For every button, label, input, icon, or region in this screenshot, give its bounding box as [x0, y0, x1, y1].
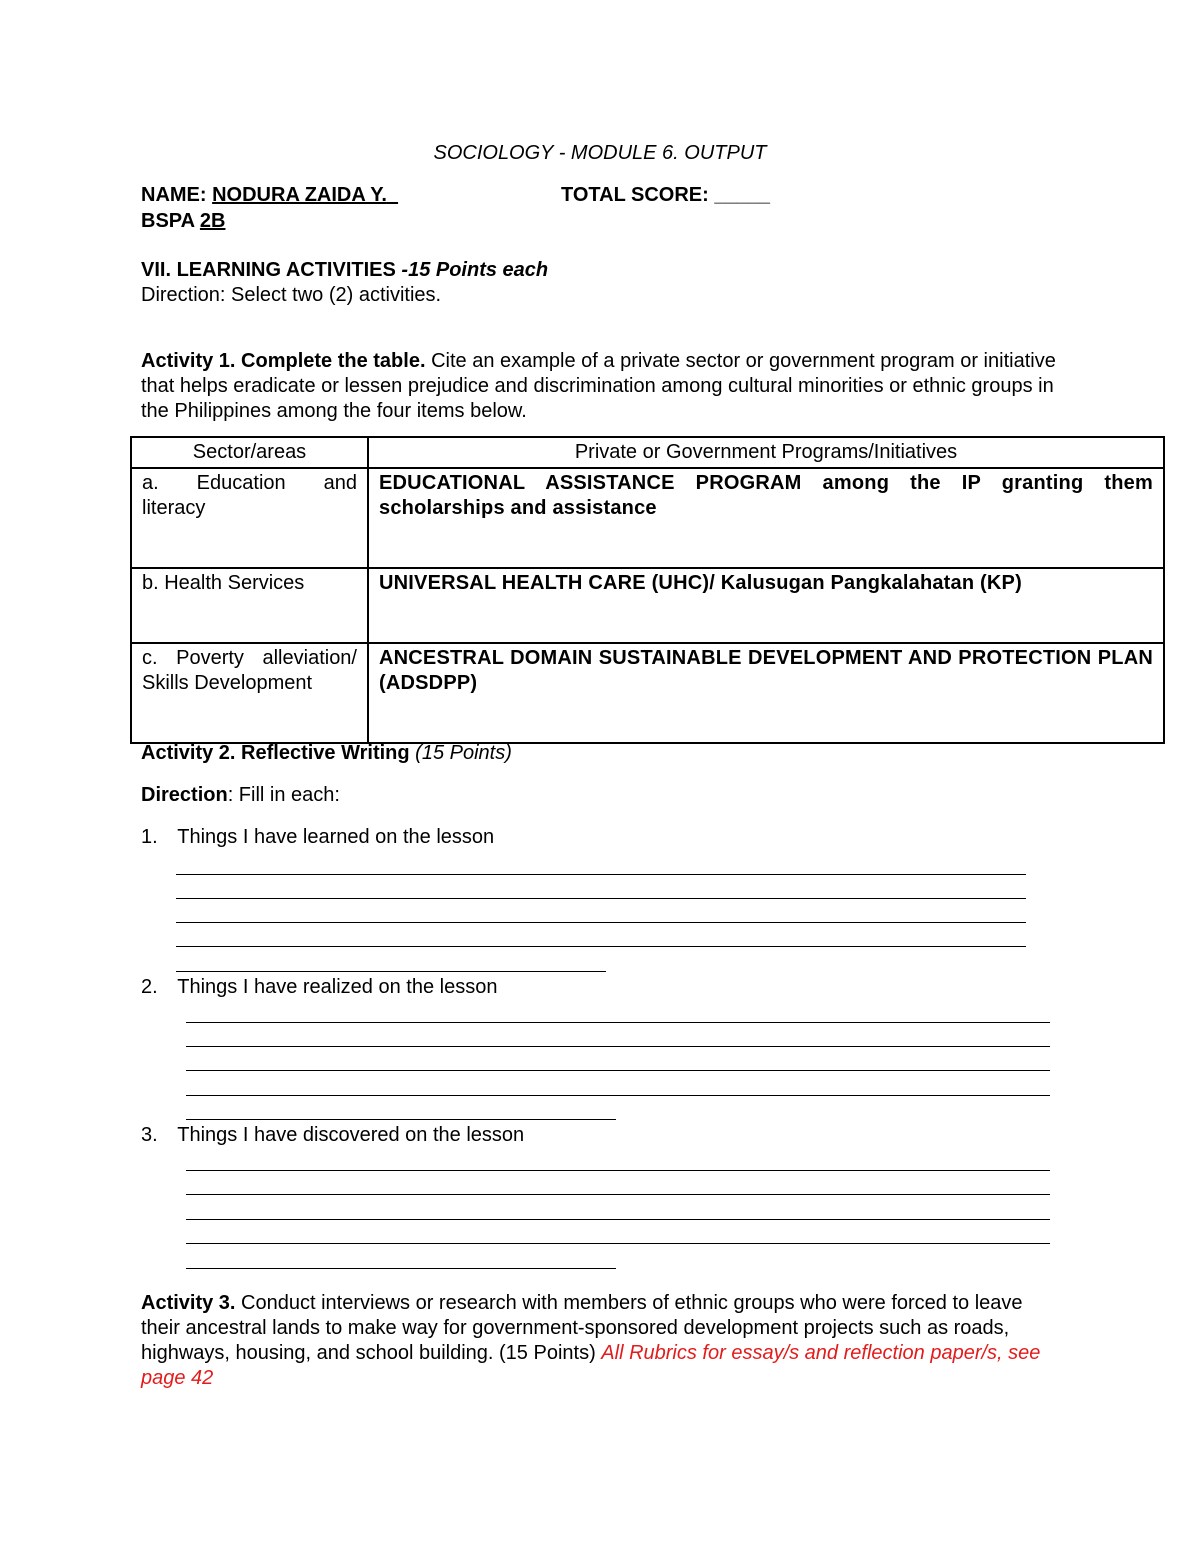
- answer-line[interactable]: [176, 946, 1026, 947]
- list-number: 3.: [141, 1124, 158, 1146]
- course-value: 2B: [199, 210, 226, 232]
- answer-line[interactable]: [186, 1194, 1050, 1195]
- list-item-text: Things I have learned on the lesson: [177, 826, 495, 848]
- answer-line[interactable]: [176, 971, 606, 972]
- activity3-label: Activity 3.: [141, 1292, 236, 1314]
- answer-line[interactable]: [186, 1095, 1050, 1096]
- section-direction: Direction: Select two (2) activities.: [141, 284, 442, 306]
- sector-cell: a. Education and literacy: [131, 468, 368, 568]
- activity2-heading: [141, 742, 512, 765]
- list-item-text: Things I have realized on the lesson: [177, 976, 498, 998]
- answer-line[interactable]: [176, 898, 1026, 899]
- answer-line[interactable]: [186, 1119, 616, 1120]
- section-points: -15 Points each: [401, 259, 549, 281]
- activity1-label: Activity 1. Complete the table.: [141, 350, 426, 372]
- activity2-label: Activity 2. Reflective Writing: [141, 742, 410, 764]
- program-cell: ANCESTRAL DOMAIN SUSTAINABLE DEVELOPMENT AND PROTECTION PLAN (ADSDPP): [368, 643, 1164, 743]
- list-number: 2.: [141, 976, 158, 998]
- activity2-direction: [141, 784, 340, 807]
- activity1-table: [130, 436, 1165, 744]
- list-item: [141, 976, 497, 999]
- score-blank: _____: [714, 184, 770, 206]
- section-heading: VII. LEARNING ACTIVITIES: [141, 259, 396, 281]
- course-label: BSPA: [141, 210, 195, 232]
- answer-line[interactable]: [186, 1070, 1050, 1071]
- table-row: [131, 468, 1164, 568]
- direction-label: Direction: [141, 784, 228, 806]
- table-row: [131, 568, 1164, 643]
- list-number: 1.: [141, 826, 158, 848]
- sector-cell: b. Health Services: [131, 568, 368, 643]
- list-item: [141, 826, 494, 849]
- name-value: NODURA ZAIDA Y.: [212, 184, 387, 206]
- answer-line[interactable]: [186, 1022, 1050, 1023]
- page-title: SOCIOLOGY - MODULE 6. OUTPUT: [433, 142, 767, 164]
- answer-line[interactable]: [186, 1170, 1050, 1171]
- answer-line[interactable]: [186, 1243, 1050, 1244]
- course-row: [141, 210, 225, 233]
- table-row: [131, 643, 1164, 743]
- answer-line[interactable]: [176, 922, 1026, 923]
- score-row: [561, 184, 770, 207]
- direction-text: : Fill in each:: [227, 784, 340, 806]
- name-label: NAME:: [141, 184, 207, 206]
- activity1-text: Cite an example of a private sector or government program or initiative that helps eradicate or lessen prejudice and discrimination among cultural minorities or ethnic groups in the Philippines among the four items below.: [141, 350, 1056, 422]
- list-item-text: Things I have discovered on the lesson: [177, 1124, 525, 1146]
- program-cell: EDUCATIONAL ASSISTANCE PROGRAM among the IP granting them scholarships and assistance: [368, 468, 1164, 568]
- name-row: [141, 184, 398, 207]
- answer-line[interactable]: [186, 1219, 1050, 1220]
- activity3-paragraph: [141, 1291, 1051, 1391]
- list-item: [141, 1124, 524, 1147]
- rubric-note: All Rubrics for essay/s and reflection paper/s, see page 42: [141, 1342, 1041, 1389]
- answer-line[interactable]: [186, 1268, 616, 1269]
- activity2-points: (15 Points): [415, 742, 512, 764]
- table-header-row: [131, 437, 1164, 468]
- activity1-instructions: [141, 349, 1061, 424]
- program-cell: UNIVERSAL HEALTH CARE (UHC)/ Kalusugan Pangkalahatan (KP): [368, 568, 1164, 643]
- column-header-sector: Sector/areas: [131, 437, 368, 468]
- section-heading-row: [141, 259, 548, 282]
- answer-line[interactable]: [186, 1046, 1050, 1047]
- activity3-text: Conduct interviews or research with members of ethnic groups who were forced to leave their ancestral lands to make way for government-sponsored development projects such as roads, highways, housing, and school building. (15 Points): [141, 1292, 1023, 1364]
- column-header-program: Private or Government Programs/Initiatives: [368, 437, 1164, 468]
- answer-line[interactable]: [176, 874, 1026, 875]
- score-label: TOTAL SCORE:: [561, 184, 709, 206]
- sector-cell: c. Poverty alleviation/ Skills Development: [131, 643, 368, 743]
